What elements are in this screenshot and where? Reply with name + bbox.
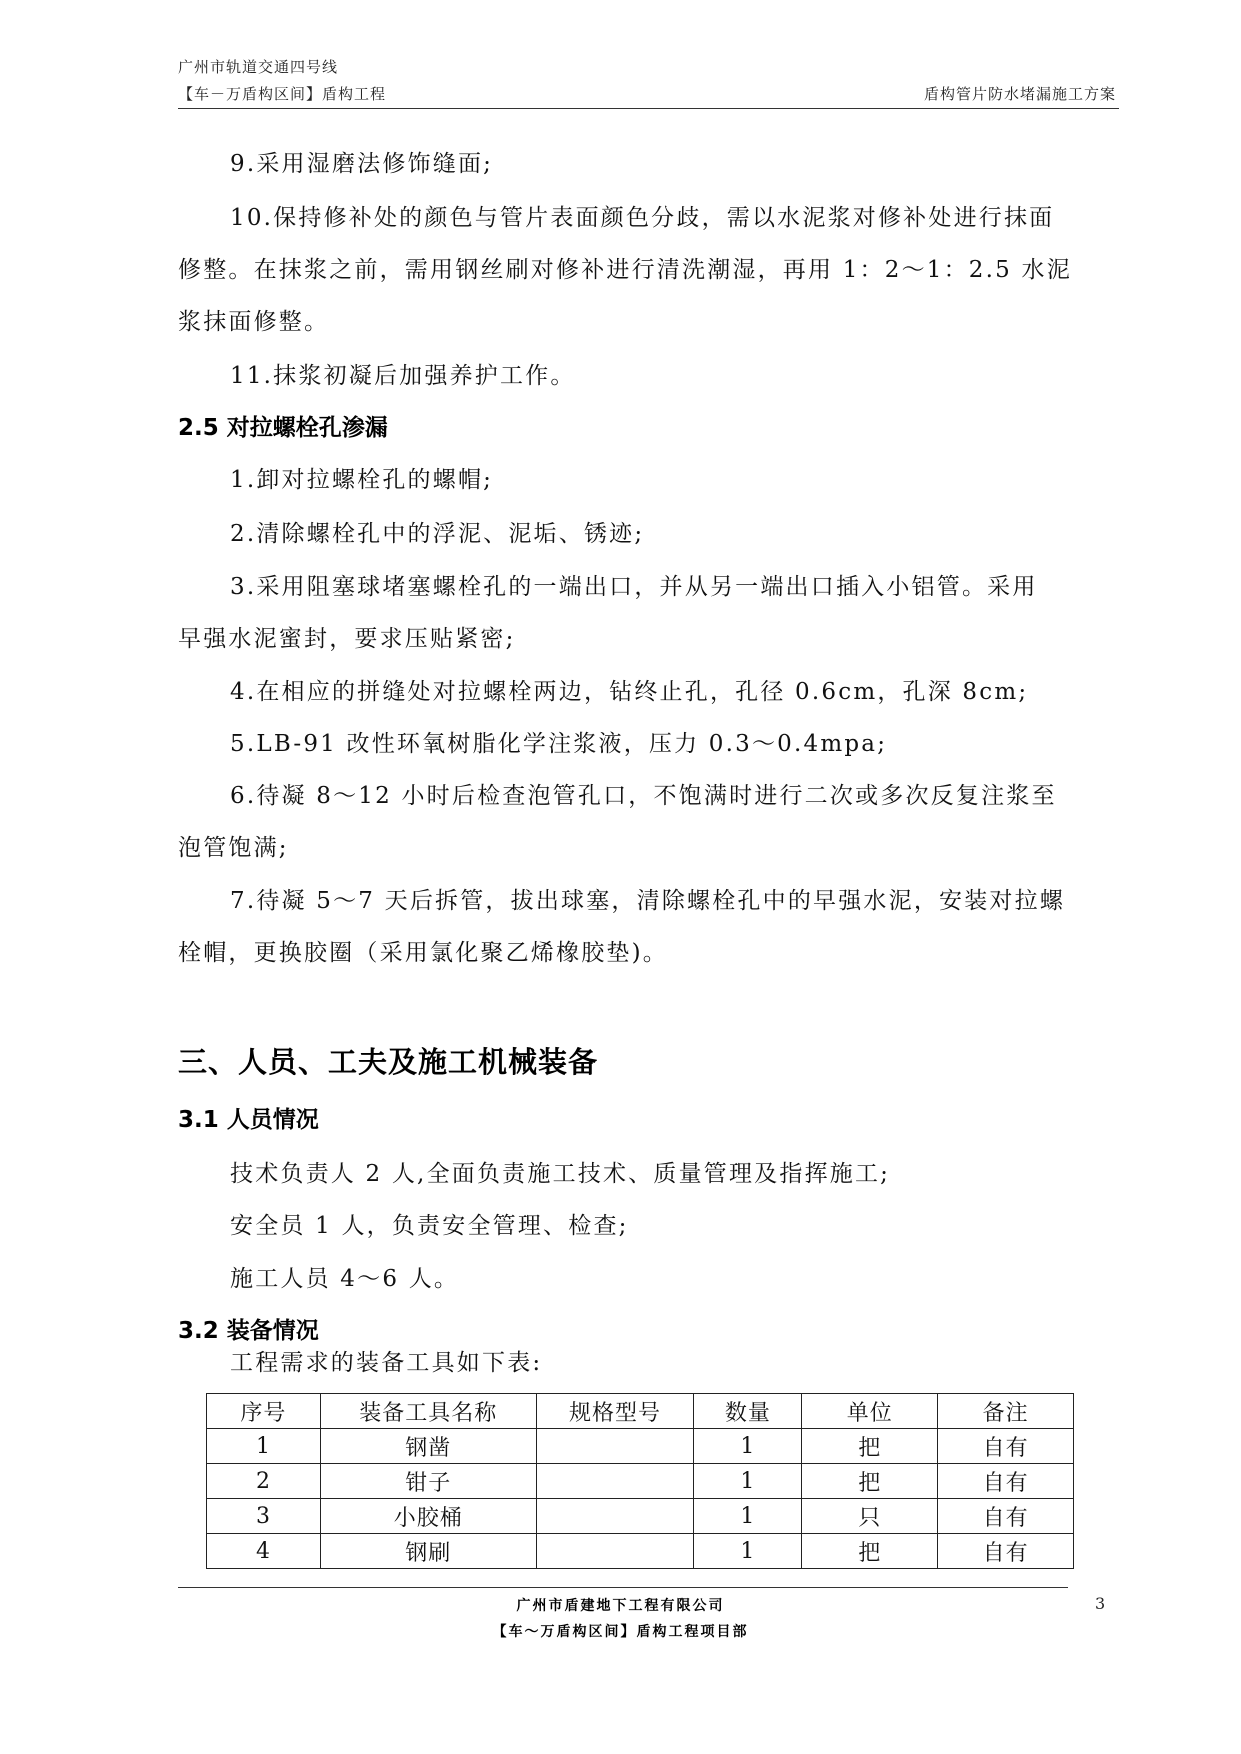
footer-company: 广州市盾建地下工程有限公司: [516, 1598, 725, 1614]
cell-spec: [536, 1429, 694, 1464]
cell-index: 2: [207, 1464, 321, 1499]
header-document-title: 盾构管片防水堵漏施工方案: [923, 85, 1116, 103]
step-1: 1.卸对拉螺栓孔的螺帽;: [230, 467, 494, 493]
step-6-line-1: 6.待凝 8～12 小时后检查泡管孔口，不饱满时进行二次或多次反复注浆至: [230, 783, 1057, 809]
cell-unit: 把: [802, 1464, 938, 1499]
table-intro: 工程需求的装备工具如下表:: [230, 1350, 543, 1376]
col-header-unit: 单位: [802, 1394, 938, 1429]
cell-remark: 自有: [938, 1464, 1074, 1499]
cell-quantity: 1: [694, 1429, 802, 1464]
cell-spec: [536, 1464, 694, 1499]
item-10-line-2: 修整。在抹浆之前，需用钢丝刷对修补进行清洗潮湿，再用 1：2～1：2.5 水泥: [178, 257, 1072, 283]
cell-name: 钢刷: [320, 1534, 536, 1569]
item-9: 9.采用湿磨法修饰缝面;: [230, 151, 494, 177]
table-row: [207, 1499, 1074, 1534]
header-project-line2: 【车－万盾构区间】盾构工程: [178, 85, 387, 103]
step-7-line-2: 栓帽，更换胶圈（采用氯化聚乙烯橡胶垫)。: [178, 940, 668, 966]
header-project-line1: 广州市轨道交通四号线: [178, 58, 339, 76]
table-header-row: [207, 1394, 1074, 1429]
item-11: 11.抹浆初凝后加强养护工作。: [230, 363, 576, 389]
cell-quantity: 1: [694, 1464, 802, 1499]
cell-index: 1: [207, 1429, 321, 1464]
col-header-quantity: 数量: [694, 1394, 802, 1429]
header-rule: [178, 108, 1119, 109]
footer-rule: [178, 1587, 1068, 1588]
section-3-2-heading: 3.2 装备情况: [178, 1318, 319, 1344]
step-5: 5.LB-91 改性环氧树脂化学注浆液，压力 0.3～0.4mpa;: [230, 731, 888, 757]
step-2: 2.清除螺栓孔中的浮泥、泥垢、锈迹;: [230, 521, 645, 547]
cell-remark: 自有: [938, 1534, 1074, 1569]
cell-name: 小胶桶: [320, 1499, 536, 1534]
cell-quantity: 1: [694, 1499, 802, 1534]
table-row: [207, 1464, 1074, 1499]
col-header-spec: 规格型号: [536, 1394, 694, 1429]
col-header-remark: 备注: [938, 1394, 1074, 1429]
cell-index: 3: [207, 1499, 321, 1534]
cell-spec: [536, 1534, 694, 1569]
cell-spec: [536, 1499, 694, 1534]
section-3-heading: 三、人员、工夫及施工机械装备: [178, 1045, 599, 1079]
cell-index: 4: [207, 1534, 321, 1569]
staff-safety-officer: 安全员 1 人，负责安全管理、检查;: [230, 1213, 629, 1239]
item-10-line-3: 浆抹面修整。: [178, 309, 330, 335]
col-header-index: 序号: [207, 1394, 321, 1429]
cell-remark: 自有: [938, 1429, 1074, 1464]
cell-name: 钳子: [320, 1464, 536, 1499]
step-7-line-1: 7.待凝 5～7 天后拆管，拔出球塞，清除螺栓孔中的早强水泥，安装对拉螺: [230, 888, 1066, 914]
step-6-line-2: 泡管饱满;: [178, 835, 289, 861]
cell-remark: 自有: [938, 1499, 1074, 1534]
section-3-1-heading: 3.1 人员情况: [178, 1107, 319, 1133]
cell-quantity: 1: [694, 1534, 802, 1569]
cell-unit: 把: [802, 1429, 938, 1464]
cell-name: 钢凿: [320, 1429, 536, 1464]
staff-technical-lead: 技术负责人 2 人,全面负责施工技术、质量管理及指挥施工;: [230, 1161, 891, 1187]
cell-unit: 只: [802, 1499, 938, 1534]
step-3-line-1: 3.采用阻塞球堵塞螺栓孔的一端出口，并从另一端出口插入小铝管。采用: [230, 574, 1038, 600]
section-2-5-heading: 2.5 对拉螺栓孔渗漏: [178, 415, 388, 441]
footer-project: 【车～万盾构区间】盾构工程项目部: [492, 1624, 749, 1640]
page-number: 3: [1095, 1594, 1106, 1613]
table-row: [207, 1429, 1074, 1464]
step-3-line-2: 早强水泥蜜封，要求压贴紧密;: [178, 626, 516, 652]
staff-workers: 施工人员 4～6 人。: [230, 1266, 460, 1292]
step-4: 4.在相应的拼缝处对拉螺栓两边，钻终止孔，孔径 0.6cm，孔深 8cm;: [230, 679, 1029, 705]
item-10-line-1: 10.保持修补处的颜色与管片表面颜色分歧，需以水泥浆对修补处进行抹面: [230, 205, 1055, 231]
table-row: [207, 1534, 1074, 1569]
equipment-table: [206, 1393, 1074, 1569]
col-header-name: 装备工具名称: [320, 1394, 536, 1429]
cell-unit: 把: [802, 1534, 938, 1569]
